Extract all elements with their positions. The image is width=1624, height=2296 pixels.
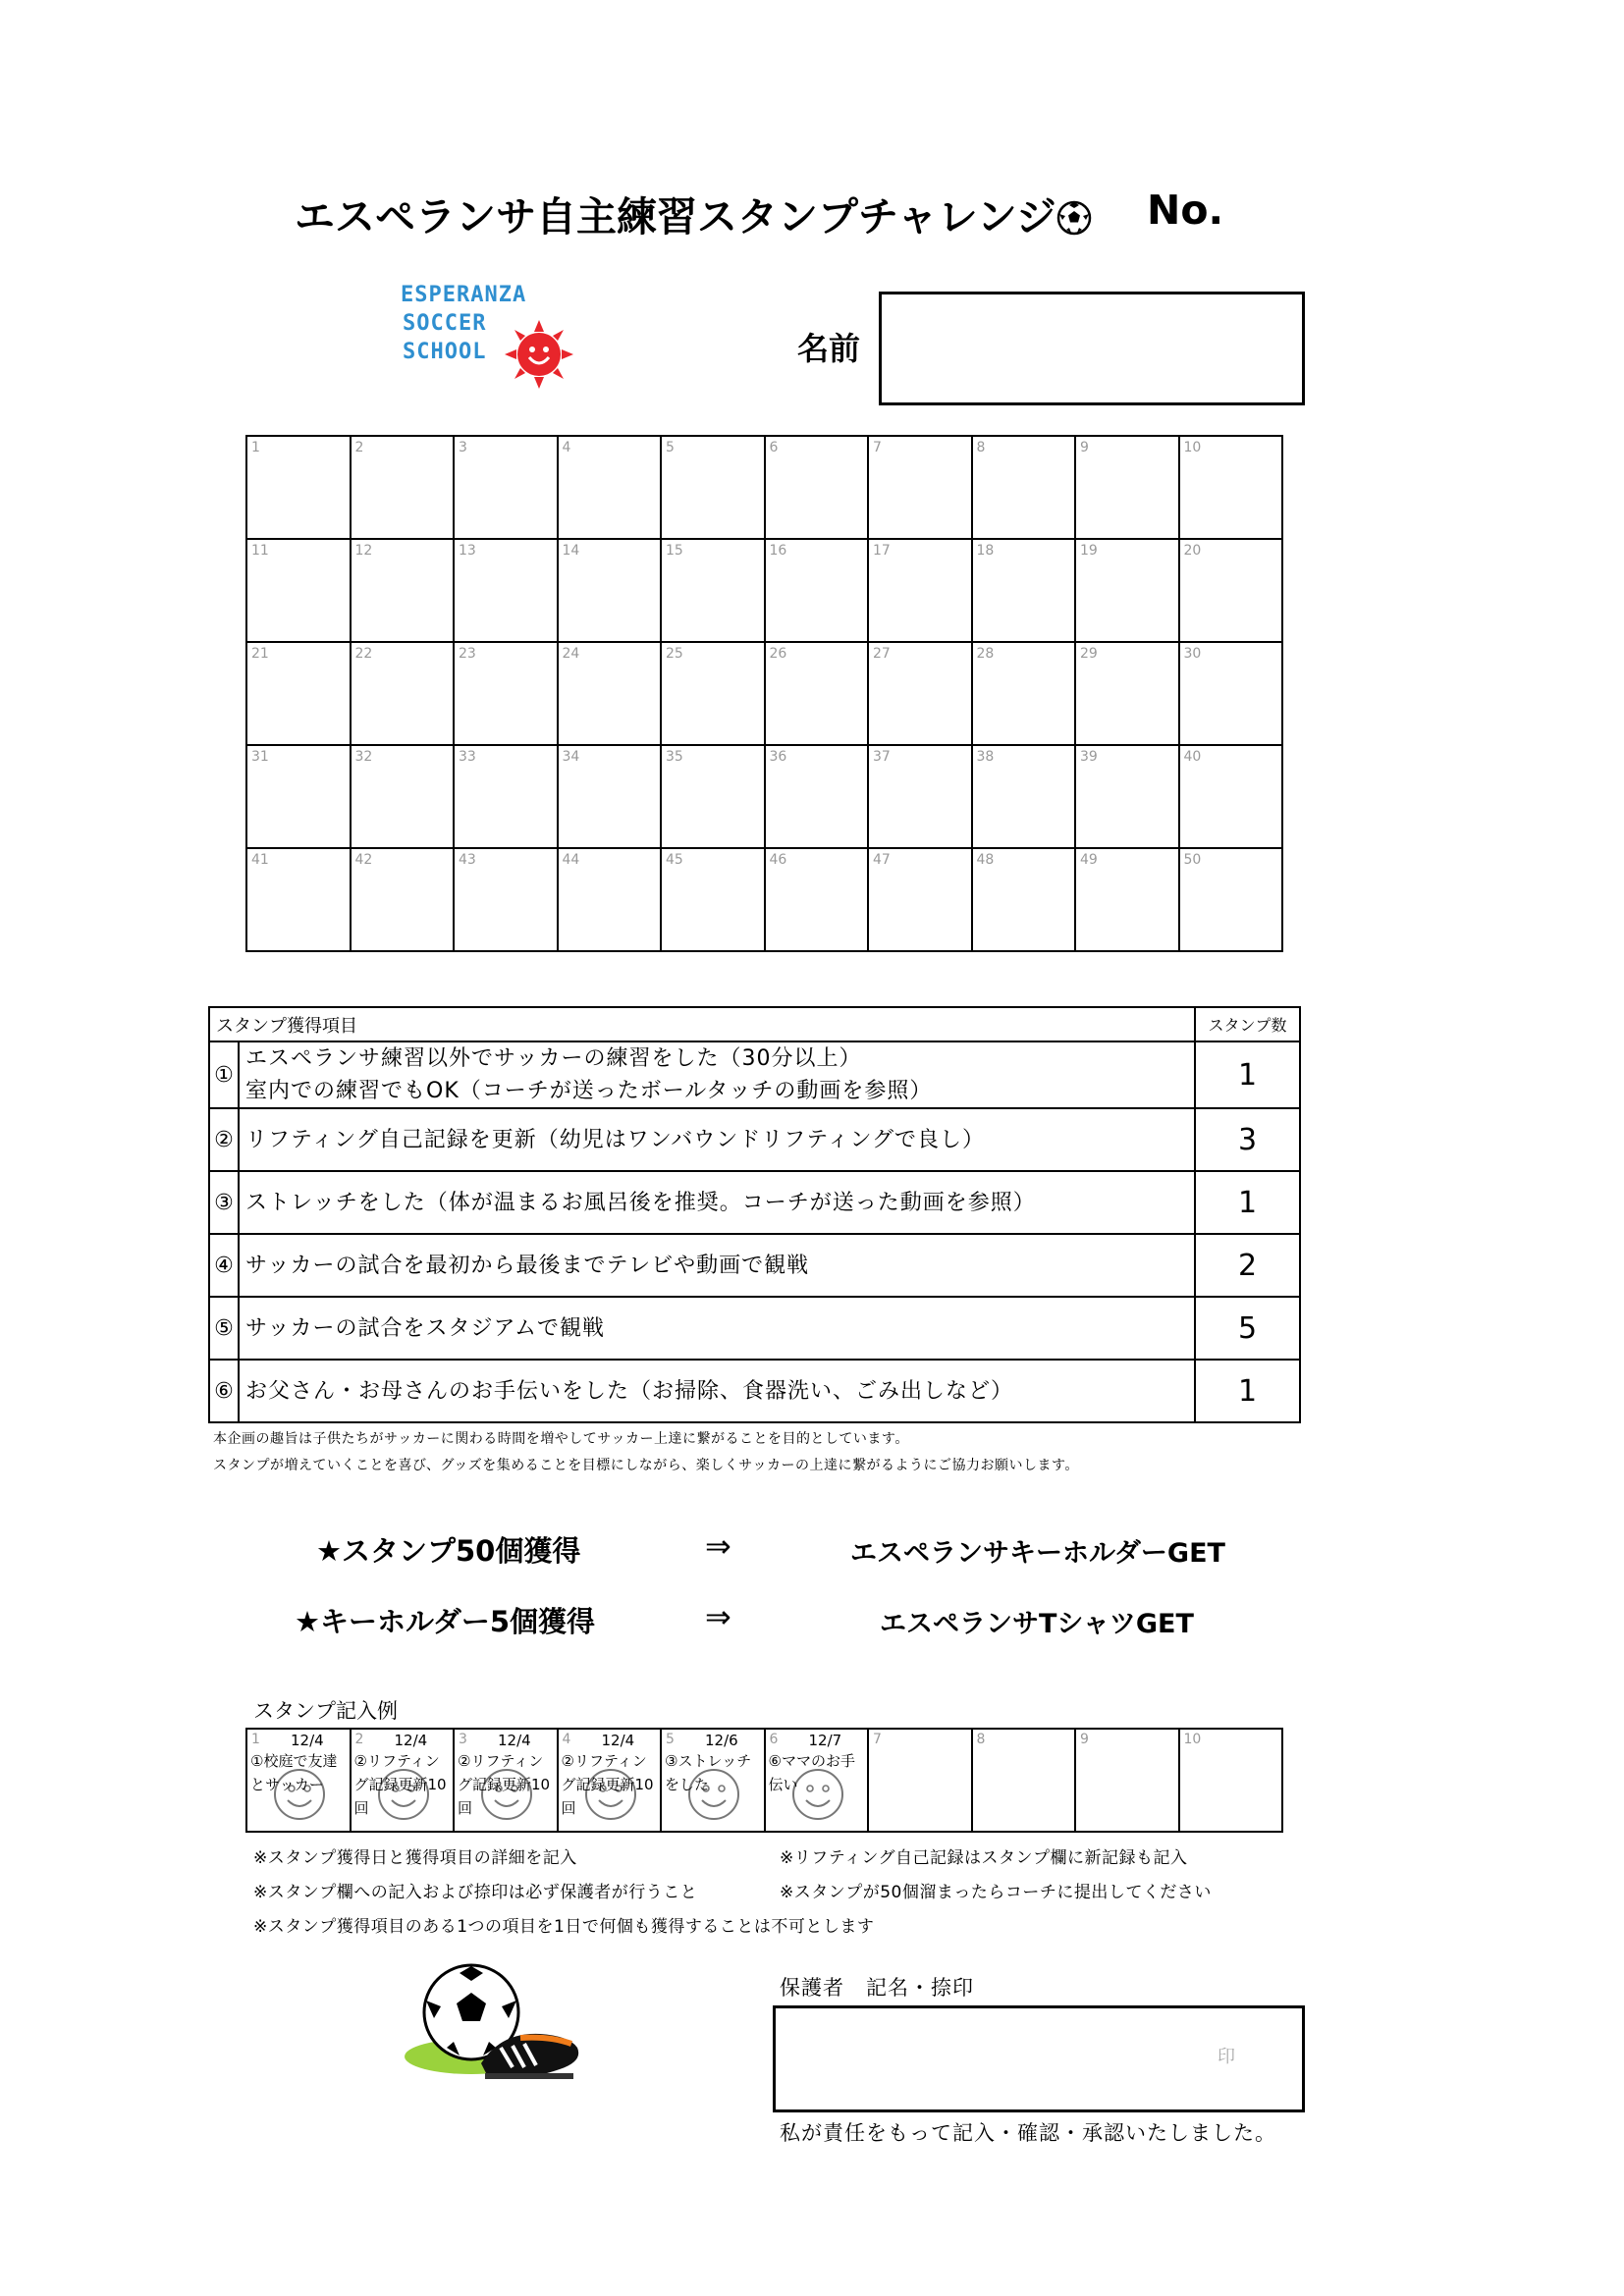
stamp-cell[interactable]: 27 bbox=[868, 642, 972, 745]
item-stamp-count: 1 bbox=[1195, 1171, 1300, 1234]
stamp-cell[interactable]: 23 bbox=[454, 642, 558, 745]
stamp-cell[interactable]: 49 bbox=[1075, 848, 1179, 951]
stamp-cell[interactable]: 29 bbox=[1075, 642, 1179, 745]
stamp-cell[interactable]: 6 bbox=[765, 436, 869, 539]
stamp-cell[interactable]: 28 bbox=[972, 642, 1076, 745]
guardian-signature-input[interactable] bbox=[773, 2005, 1305, 2112]
stamp-cell[interactable]: 7 bbox=[868, 436, 972, 539]
name-label: 名前 bbox=[797, 330, 861, 367]
example-cell: 9 bbox=[1075, 1729, 1179, 1832]
stamp-cell[interactable]: 38 bbox=[972, 745, 1076, 848]
stamp-cell[interactable]: 50 bbox=[1179, 848, 1283, 951]
stamp-grid-row bbox=[246, 436, 1282, 539]
example-cell: 8 bbox=[972, 1729, 1076, 1832]
item-description: サッカーの試合をスタジアムで観戦 bbox=[239, 1297, 1195, 1360]
rule-note: ※スタンプ欄への記入および捺印は必ず保護者が行うこと bbox=[253, 1883, 698, 1902]
item-stamp-count: 5 bbox=[1195, 1297, 1300, 1360]
stamp-grid-row bbox=[246, 745, 1282, 848]
stamp-cell[interactable]: 4 bbox=[558, 436, 662, 539]
item-description: サッカーの試合を最初から最後までテレビや動画で観戦 bbox=[239, 1234, 1195, 1297]
reward-condition: ★スタンプ50個獲得 bbox=[316, 1534, 581, 1568]
item-description: エスペランサ練習以外でサッカーの練習をした（30分以上） 室内での練習でもOK（コーチが送ったボールタッチの動画を参照） bbox=[239, 1041, 1195, 1108]
item-stamp-count: 2 bbox=[1195, 1234, 1300, 1297]
school-logo bbox=[401, 281, 577, 387]
reward-prize: エスペランサキーホルダーGET bbox=[850, 1538, 1225, 1569]
soccer-ball-and-cleat-illustration bbox=[403, 1953, 589, 2101]
example-cell: 5 12/6 ③ストレッチ をした bbox=[661, 1729, 765, 1832]
items-header-count: スタンプ数 bbox=[1195, 1007, 1300, 1041]
example-cell: 6 12/7 ⑥ママのお手 伝い bbox=[765, 1729, 869, 1832]
stamp-cell[interactable]: 32 bbox=[351, 745, 455, 848]
stamp-cell[interactable]: 39 bbox=[1075, 745, 1179, 848]
item-number: ⑥ bbox=[209, 1360, 239, 1422]
reward-arrow: ⇒ bbox=[705, 1598, 731, 1635]
stamp-grid-row bbox=[246, 539, 1282, 642]
stamp-cell[interactable]: 48 bbox=[972, 848, 1076, 951]
stamp-cell[interactable]: 15 bbox=[661, 539, 765, 642]
stamp-cell[interactable]: 10 bbox=[1179, 436, 1283, 539]
stamp-cell[interactable]: 14 bbox=[558, 539, 662, 642]
stamp-cell[interactable]: 24 bbox=[558, 642, 662, 745]
rule-note: ※スタンプが50個溜まったらコーチに提出してください bbox=[780, 1883, 1212, 1902]
stamp-cell[interactable]: 5 bbox=[661, 436, 765, 539]
reward-condition: ★キーホルダー5個獲得 bbox=[295, 1605, 596, 1638]
stamp-cell[interactable]: 44 bbox=[558, 848, 662, 951]
rule-note: ※スタンプ獲得日と獲得項目の詳細を記入 bbox=[253, 1848, 577, 1868]
stamp-cell[interactable]: 18 bbox=[972, 539, 1076, 642]
number-label: No. bbox=[1147, 187, 1224, 234]
name-input[interactable] bbox=[879, 292, 1305, 405]
stamp-cell[interactable]: 17 bbox=[868, 539, 972, 642]
item-number: ④ bbox=[209, 1234, 239, 1297]
stamp-cell[interactable]: 12 bbox=[351, 539, 455, 642]
stamp-cell[interactable]: 13 bbox=[454, 539, 558, 642]
soccer-ball-icon bbox=[1056, 200, 1092, 236]
stamp-cell[interactable]: 47 bbox=[868, 848, 972, 951]
table-row bbox=[209, 1108, 1300, 1171]
stamp-cell[interactable]: 3 bbox=[454, 436, 558, 539]
stamp-cell[interactable]: 30 bbox=[1179, 642, 1283, 745]
page-title: エスペランサ自主練習スタンプチャレンジ bbox=[295, 185, 1092, 242]
seal-mark: 印 bbox=[1218, 2047, 1235, 2067]
stamp-grid-row bbox=[246, 642, 1282, 745]
purpose-notes: 本企画の趣旨は子供たちがサッカーに関わる時間を増やしてサッカー上達に繋がることを目的としています。 スタンプが増えていくことを喜び、グッズを集めることを目標にしながら、楽しくサッカーの上達に繋がるようにご協力お願いします。 bbox=[213, 1431, 1079, 1473]
item-description: ストレッチをした（体が温まるお風呂後を推奨。コーチが送った動画を参照） bbox=[239, 1171, 1195, 1234]
stamp-cell[interactable]: 11 bbox=[246, 539, 351, 642]
table-row bbox=[209, 1360, 1300, 1422]
stamp-cell[interactable]: 1 bbox=[246, 436, 351, 539]
example-cell: 7 bbox=[868, 1729, 972, 1832]
stamp-grid-row bbox=[246, 848, 1282, 951]
reward-arrow: ⇒ bbox=[705, 1527, 731, 1565]
stamp-cell[interactable]: 45 bbox=[661, 848, 765, 951]
stamp-grid bbox=[245, 435, 1283, 952]
stamp-cell[interactable]: 40 bbox=[1179, 745, 1283, 848]
stamp-cell[interactable]: 21 bbox=[246, 642, 351, 745]
item-stamp-count: 1 bbox=[1195, 1360, 1300, 1422]
example-cell: 1 12/4 ①校庭で友達 とサッカー bbox=[246, 1729, 351, 1832]
stamp-cell[interactable]: 35 bbox=[661, 745, 765, 848]
stamp-cell[interactable]: 8 bbox=[972, 436, 1076, 539]
example-row bbox=[246, 1729, 1282, 1832]
rule-note: ※スタンプ獲得項目のある1つの項目を1日で何個も獲得することは不可とします bbox=[253, 1917, 875, 1937]
stamp-cell[interactable]: 16 bbox=[765, 539, 869, 642]
item-number: ③ bbox=[209, 1171, 239, 1234]
table-row bbox=[209, 1234, 1300, 1297]
guardian-label: 保護者 記名・捺印 bbox=[780, 1976, 974, 2000]
logo-text: ESPERANZA SOCCER SCHOOL bbox=[401, 283, 527, 364]
stamp-cell[interactable]: 20 bbox=[1179, 539, 1283, 642]
stamp-cell[interactable]: 31 bbox=[246, 745, 351, 848]
stamp-cell[interactable]: 46 bbox=[765, 848, 869, 951]
item-number: ① bbox=[209, 1041, 239, 1108]
guardian-note: 私が責任をもって記入・確認・承認いたしました。 bbox=[780, 2121, 1276, 2145]
table-row bbox=[209, 1297, 1300, 1360]
item-stamp-count: 1 bbox=[1195, 1041, 1300, 1108]
reward-prize: エスペランサTシャツGET bbox=[880, 1609, 1194, 1639]
table-row bbox=[209, 1041, 1300, 1108]
example-label: スタンプ記入例 bbox=[253, 1699, 398, 1723]
stamp-cell[interactable]: 2 bbox=[351, 436, 455, 539]
sun-mascot-icon bbox=[505, 320, 573, 389]
stamp-cell[interactable]: 9 bbox=[1075, 436, 1179, 539]
stamp-cell[interactable]: 19 bbox=[1075, 539, 1179, 642]
stamp-cell[interactable]: 25 bbox=[661, 642, 765, 745]
stamp-cell[interactable]: 37 bbox=[868, 745, 972, 848]
example-cell: 4 12/4 ②リフティン グ記録更新10 回 bbox=[558, 1729, 662, 1832]
stamp-cell[interactable]: 36 bbox=[765, 745, 869, 848]
stamp-cell[interactable]: 26 bbox=[765, 642, 869, 745]
example-cell: 2 12/4 ②リフティン グ記録更新10 回 bbox=[351, 1729, 455, 1832]
example-cell: 10 bbox=[1179, 1729, 1283, 1832]
stamp-items-table bbox=[208, 1006, 1301, 1423]
item-number: ② bbox=[209, 1108, 239, 1171]
example-cell: 3 12/4 ②リフティン グ記録更新10 回 bbox=[454, 1729, 558, 1832]
example-stamp-row bbox=[245, 1728, 1283, 1833]
stamp-cell[interactable]: 22 bbox=[351, 642, 455, 745]
table-row bbox=[209, 1171, 1300, 1234]
table-header-row bbox=[209, 1007, 1300, 1041]
stamp-cell[interactable]: 34 bbox=[558, 745, 662, 848]
stamp-cell[interactable]: 42 bbox=[351, 848, 455, 951]
stamp-cell[interactable]: 43 bbox=[454, 848, 558, 951]
stamp-cell[interactable]: 41 bbox=[246, 848, 351, 951]
item-description: リフティング自己記録を更新（幼児はワンバウンドリフティングで良し） bbox=[239, 1108, 1195, 1171]
item-stamp-count: 3 bbox=[1195, 1108, 1300, 1171]
item-description: お父さん・お母さんのお手伝いをした（お掃除、食器洗い、ごみ出しなど） bbox=[239, 1360, 1195, 1422]
items-header-label: スタンプ獲得項目 bbox=[209, 1007, 1195, 1041]
rule-note: ※リフティング自己記録はスタンプ欄に新記録も記入 bbox=[780, 1848, 1188, 1868]
item-number: ⑤ bbox=[209, 1297, 239, 1360]
stamp-cell[interactable]: 33 bbox=[454, 745, 558, 848]
